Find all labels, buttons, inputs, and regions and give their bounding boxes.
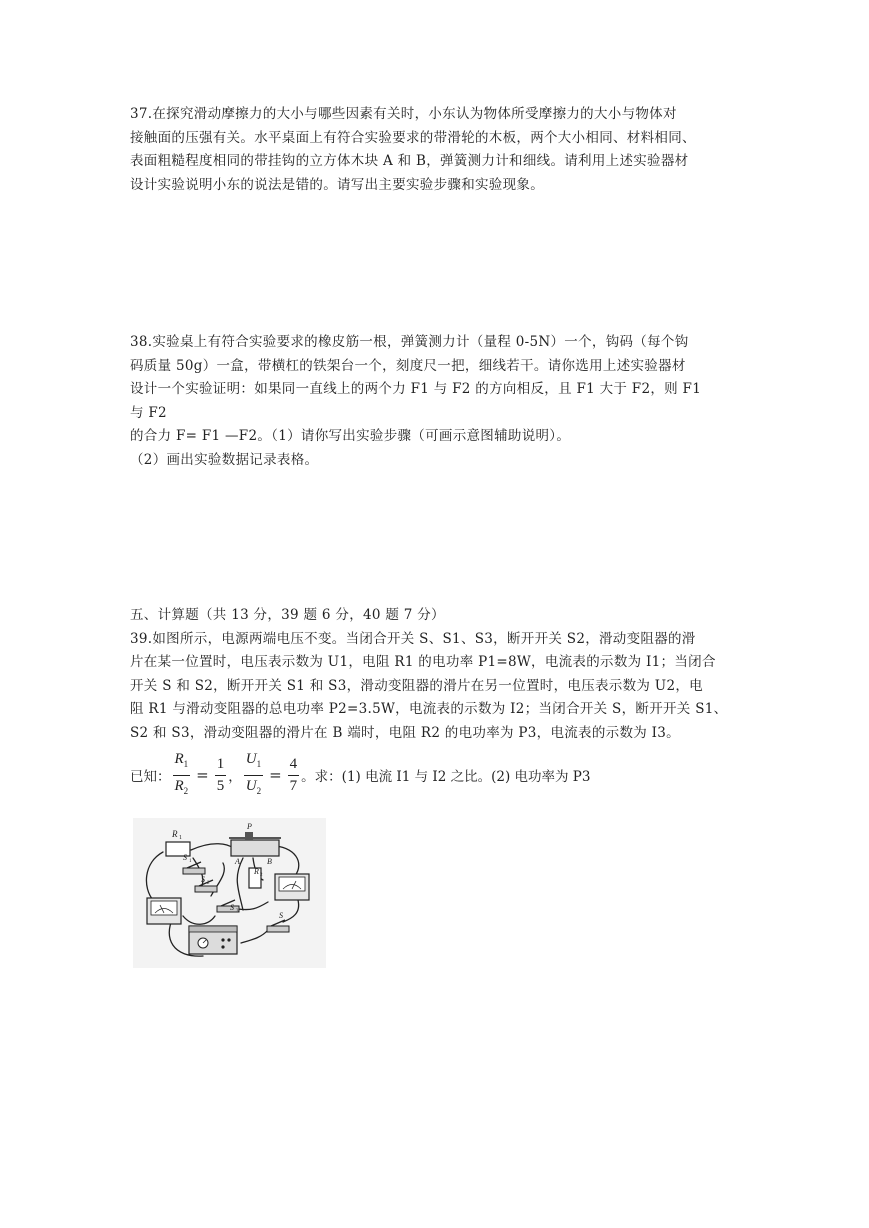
q39-line: 片在某一位置时，电压表示数为 U1，电阻 R1 的电功率 P1=8W，电流表的示数为 I1；当闭合: [130, 654, 716, 670]
ratio-r1-r2: [173, 751, 191, 800]
r1-label: R: [172, 829, 178, 839]
slider-p: [245, 832, 253, 840]
ratio-u1-u2: [244, 751, 263, 800]
question-37: [130, 103, 780, 197]
ratio-value-2: [288, 756, 300, 795]
r1-subscript: 1: [183, 758, 189, 769]
s3-label: S: [230, 903, 234, 912]
ratio1-numerator: 1: [215, 756, 227, 776]
q39-line: 开关 S 和 S2，断开开关 S1 和 S3，滑动变阻器的滑片在另一位置时，电压表示数为 U2，电: [130, 677, 703, 694]
r2-subscript: 2: [183, 785, 189, 796]
section-heading: 五、计算题（共 13 分，39 题 6 分，40 题 7 分）: [130, 607, 445, 623]
q37-line: 接触面的压强有关。水平桌面上有符合实验要求的带滑轮的木板，两个大小相同、材料相同、: [130, 129, 696, 146]
q38-line: （2）画出实验数据记录表格。: [130, 451, 319, 468]
r2-label-subscript: 2: [260, 873, 263, 878]
r1-label-subscript: 1: [179, 835, 182, 841]
power-supply: [189, 926, 237, 954]
r1-symbol: R: [174, 750, 184, 767]
q39-line: 阻 R1 与滑动变阻器的总电功率 P2=3.5W，电流表的示数为 I2；当闭合开关 S，断开开关 S1、: [130, 701, 728, 717]
question-38: [130, 331, 780, 472]
equals-sign: =: [196, 766, 209, 784]
formula-comma: ，: [228, 769, 242, 785]
q38-line: 码质量 50g）一盒，带横杠的铁架台一个，刻度尺一把，细线若干。请你选用上述实验器材: [130, 357, 686, 374]
ratio-value-1: [215, 756, 227, 795]
b-label: B: [267, 857, 272, 866]
r2-symbol: R: [174, 777, 184, 794]
circuit-diagram-figure: [133, 818, 326, 968]
q37-line: 表面粗糙程度相同的带挂钩的立方体木块 A 和 B，弹簧测力计和细线。请利用上述实验器材: [130, 153, 689, 169]
section-5-calculation: [130, 604, 780, 745]
equals-sign: =: [269, 766, 282, 784]
formula-suffix: 。求：(1) 电流 I1 与 I2 之比。(2) 电功率为 P3: [301, 769, 591, 785]
ratio2-denominator: 7: [289, 777, 298, 794]
given-formula: [130, 752, 590, 798]
formula-prefix: 已知：: [130, 769, 171, 785]
u1-subscript: 1: [256, 758, 262, 769]
resistor-r2: [249, 867, 263, 888]
u2-symbol: U: [245, 777, 257, 794]
q38-line: 的合力 F= F1 —F2。（1）请你写出实验步骤（可画示意图辅助说明）。: [130, 428, 571, 444]
q37-line: 设计实验说明小东的说法是错的。请写出主要实验步骤和实验现象。: [130, 176, 544, 193]
s-label: S: [279, 911, 283, 920]
s2-label: S: [201, 875, 205, 884]
q37-line: 37.在探究滑动摩擦力的大小与哪些因素有关时，小东认为物体所受摩擦力的大小与物体对: [130, 106, 677, 122]
u2-subscript: 2: [256, 785, 262, 796]
u1-symbol: U: [245, 750, 257, 767]
q39-line: S2 和 S3，滑动变阻器的滑片在 B 端时，电阻 R2 的电功率为 P3，电流表的示数为 I3。: [130, 724, 680, 741]
s1-label: S: [183, 853, 187, 862]
p-label: P: [247, 822, 252, 831]
ammeter: [147, 898, 181, 924]
q38-line: 设计一个实验证明：如果同一直线上的两个力 F1 与 F2 的方向相反，且 F1 大于 F2，则 F1: [130, 381, 702, 397]
ratio1-denominator: 5: [216, 777, 225, 794]
ratio2-numerator: 4: [288, 756, 300, 776]
s2-label-subscript: 2: [207, 881, 210, 886]
q38-line: 38.实验桌上有符合实验要求的橡皮筋一根，弹簧测力计（量程 0-5N）一个，钩码（每个钩: [130, 334, 689, 350]
s3-label-subscript: 3: [236, 909, 239, 914]
voltmeter: [275, 874, 309, 900]
s1-label-subscript: 1: [189, 859, 192, 864]
q38-line: 与 F2: [130, 404, 167, 421]
a-label: A: [235, 857, 240, 866]
q39-line: 39.如图所示，电源两端电压不变。当闭合开关 S、S1、S3，断开开关 S2，滑动变阻器的滑: [130, 630, 696, 647]
r2-label: R: [254, 867, 259, 876]
